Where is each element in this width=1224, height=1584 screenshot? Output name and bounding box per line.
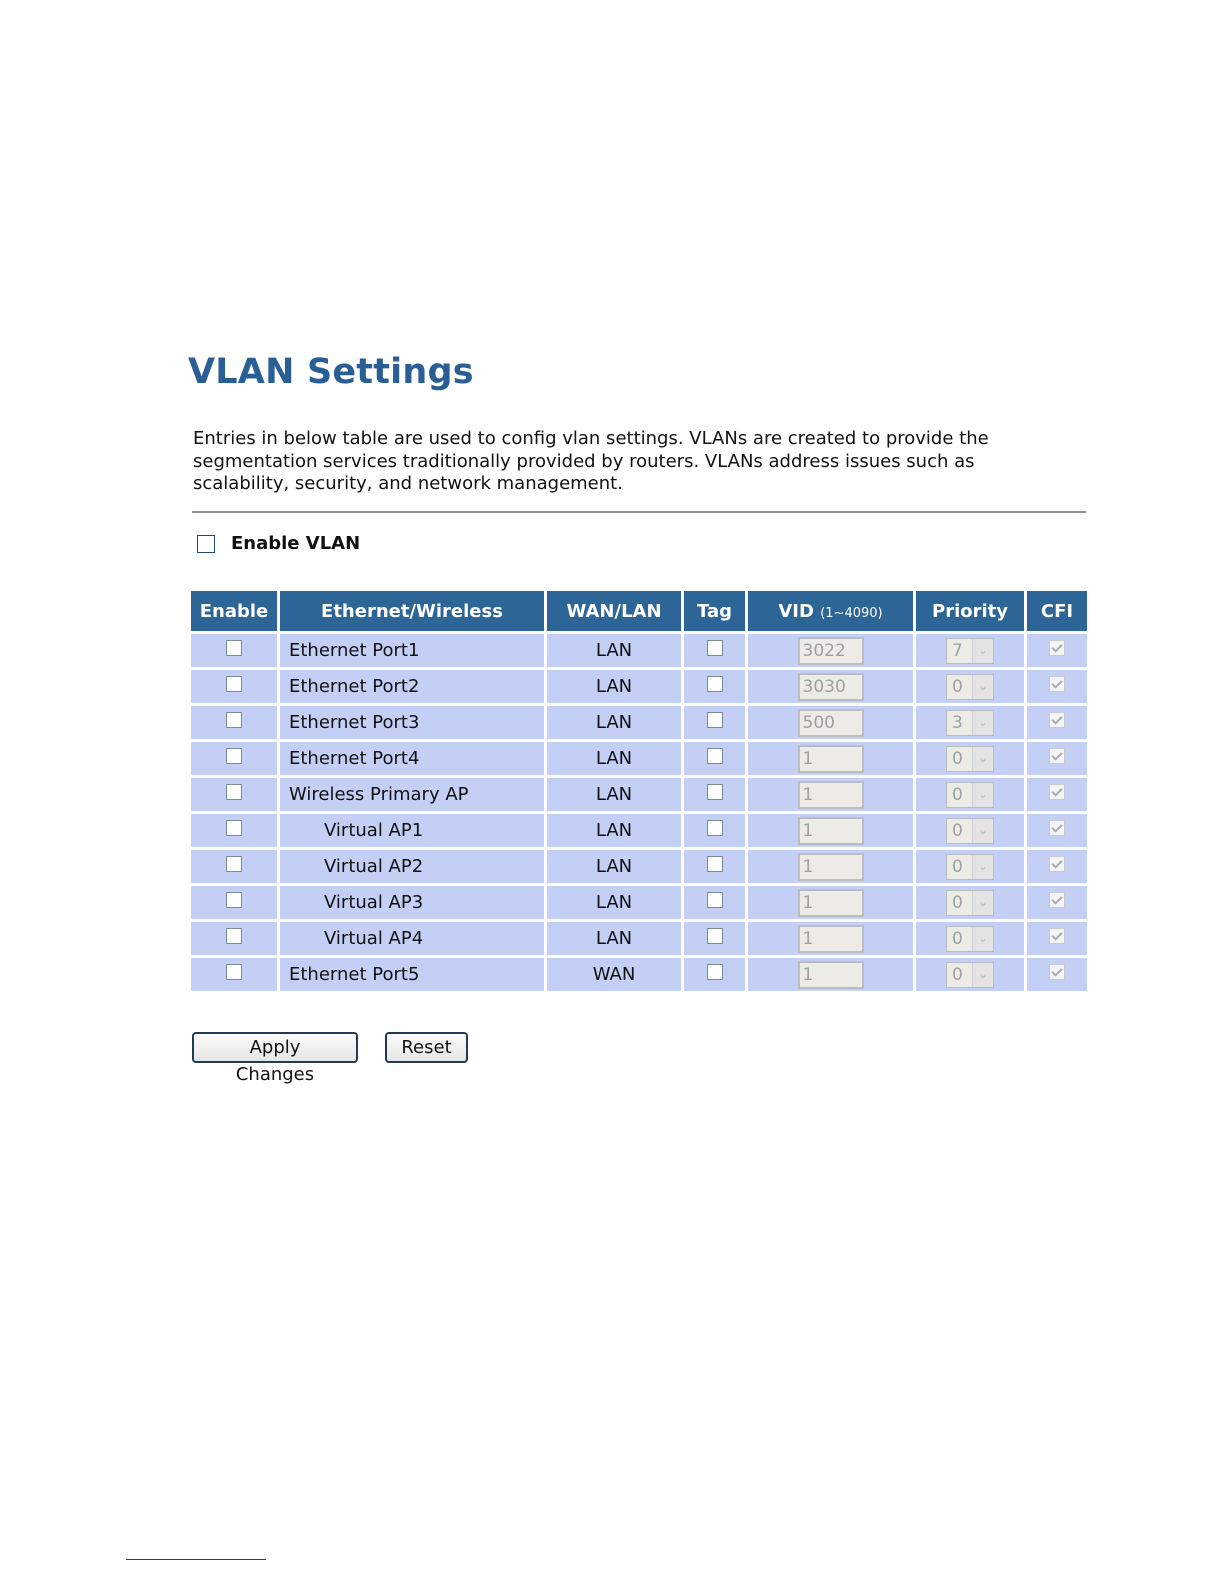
row-enable-checkbox[interactable] [226,964,242,980]
row-enable-cell [191,850,277,883]
row-vid-cell [748,814,913,847]
row-cfi-checkbox[interactable] [1049,748,1065,764]
row-tag-checkbox[interactable] [707,676,723,692]
row-cfi-checkbox[interactable] [1049,820,1065,836]
row-vid-cell [748,670,913,703]
row-cfi-checkbox[interactable] [1049,964,1065,980]
header-enable: Enable [191,591,277,631]
row-enable-checkbox[interactable] [226,640,242,656]
header-tag: Tag [684,591,745,631]
row-tag-checkbox[interactable] [707,712,723,728]
row-priority-select[interactable] [946,782,994,808]
row-priority-select[interactable] [946,710,994,736]
row-priority-cell [916,814,1024,847]
chevron-down-icon: ⌄ [972,963,993,987]
row-enable-cell [191,778,277,811]
row-cfi-checkbox[interactable] [1049,892,1065,908]
table-header-row [191,591,1087,631]
row-priority-select[interactable] [946,854,994,880]
row-tag-checkbox[interactable] [707,892,723,908]
header-cfi: CFI [1027,591,1087,631]
row-priority-select[interactable] [946,818,994,844]
row-cfi-checkbox[interactable] [1049,928,1065,944]
table-row [191,634,1087,667]
row-vid-input[interactable]: 500 [798,709,864,737]
row-interface-name: Ethernet Port1 [280,634,544,667]
row-cfi-cell [1027,670,1087,703]
header-vid-range: (1~4090) [820,605,883,621]
row-vid-input[interactable]: 3022 [798,637,864,665]
row-tag-cell [684,670,745,703]
row-priority-value: 0 [952,748,963,769]
row-priority-value: 0 [952,784,963,805]
row-cfi-cell [1027,922,1087,955]
row-interface-name: Virtual AP2 [280,850,544,883]
row-priority-cell [916,706,1024,739]
row-priority-value: 0 [952,964,963,985]
row-tag-cell [684,778,745,811]
row-enable-cell [191,922,277,955]
row-cfi-checkbox[interactable] [1049,856,1065,872]
row-priority-value: 0 [952,928,963,949]
row-priority-select[interactable] [946,674,994,700]
row-priority-cell [916,922,1024,955]
row-tag-cell [684,958,745,991]
row-priority-cell [916,958,1024,991]
row-priority-select[interactable] [946,746,994,772]
row-interface-name: Wireless Primary AP [280,778,544,811]
table-row [191,850,1087,883]
header-wan-lan: WAN/LAN [547,591,681,631]
row-priority-cell [916,778,1024,811]
row-enable-checkbox[interactable] [226,712,242,728]
row-enable-checkbox[interactable] [226,856,242,872]
row-tag-cell [684,742,745,775]
row-cfi-checkbox[interactable] [1049,712,1065,728]
row-priority-value: 0 [952,820,963,841]
row-vid-input[interactable]: 1 [798,925,864,953]
row-enable-checkbox[interactable] [226,748,242,764]
row-interface-name: Ethernet Port5 [280,958,544,991]
row-tag-cell [684,634,745,667]
row-vid-cell [748,922,913,955]
row-cfi-checkbox[interactable] [1049,676,1065,692]
row-priority-value: 0 [952,856,963,877]
vlan-table [188,588,1090,994]
table-row [191,814,1087,847]
row-enable-checkbox[interactable] [226,928,242,944]
footer-rule [126,1559,266,1560]
chevron-down-icon: ⌄ [972,855,993,879]
row-tag-checkbox[interactable] [707,784,723,800]
chevron-down-icon: ⌄ [972,891,993,915]
row-enable-checkbox[interactable] [226,676,242,692]
row-vid-input[interactable]: 1 [798,961,864,989]
chevron-down-icon: ⌄ [972,747,993,771]
row-wan-lan: LAN [547,634,681,667]
row-cfi-cell [1027,634,1087,667]
enable-vlan-label: Enable VLAN [231,533,361,554]
row-enable-cell [191,706,277,739]
chevron-down-icon: ⌄ [972,711,993,735]
chevron-down-icon: ⌄ [972,639,993,663]
row-vid-input[interactable]: 1 [798,853,864,881]
enable-vlan-checkbox[interactable] [197,535,215,553]
row-vid-cell [748,706,913,739]
row-tag-checkbox[interactable] [707,964,723,980]
row-interface-name: Virtual AP4 [280,922,544,955]
row-wan-lan: LAN [547,706,681,739]
table-row [191,670,1087,703]
row-priority-select[interactable] [946,638,994,664]
row-cfi-cell [1027,886,1087,919]
row-tag-checkbox[interactable] [707,640,723,656]
reset-button[interactable]: Reset [385,1032,468,1063]
row-tag-cell [684,706,745,739]
row-enable-checkbox[interactable] [226,820,242,836]
row-vid-input[interactable]: 1 [798,781,864,809]
chevron-down-icon: ⌄ [972,927,993,951]
header-priority: Priority [916,591,1024,631]
header-vid-label: VID [778,600,814,622]
row-priority-cell [916,634,1024,667]
row-cfi-cell [1027,814,1087,847]
row-wan-lan: LAN [547,850,681,883]
row-cfi-cell [1027,742,1087,775]
row-priority-cell [916,850,1024,883]
header-vid [748,591,913,631]
row-vid-input[interactable]: 3030 [798,673,864,701]
row-tag-checkbox[interactable] [707,748,723,764]
row-cfi-checkbox[interactable] [1049,640,1065,656]
chevron-down-icon: ⌄ [972,783,993,807]
row-interface-name: Ethernet Port2 [280,670,544,703]
table-row [191,958,1087,991]
row-cfi-cell [1027,850,1087,883]
row-enable-cell [191,742,277,775]
row-enable-checkbox[interactable] [226,892,242,908]
row-tag-checkbox[interactable] [707,856,723,872]
row-interface-name: Virtual AP3 [280,886,544,919]
row-vid-input[interactable]: 1 [798,745,864,773]
row-wan-lan: LAN [547,922,681,955]
page-title: VLAN Settings [188,352,474,392]
row-enable-cell [191,958,277,991]
row-priority-value: 3 [952,712,963,733]
enable-vlan-row [197,533,360,554]
row-priority-cell [916,670,1024,703]
row-wan-lan: LAN [547,814,681,847]
row-priority-value: 0 [952,676,963,697]
row-vid-cell [748,886,913,919]
row-cfi-cell [1027,778,1087,811]
row-interface-name: Ethernet Port4 [280,742,544,775]
table-row [191,922,1087,955]
row-vid-cell [748,850,913,883]
table-row [191,778,1087,811]
row-vid-cell [748,742,913,775]
row-cfi-cell [1027,958,1087,991]
apply-changes-button[interactable]: Apply Changes [192,1032,358,1063]
row-priority-value: 7 [952,640,963,661]
row-priority-select[interactable] [946,890,994,916]
row-enable-cell [191,670,277,703]
row-cfi-cell [1027,706,1087,739]
row-tag-cell [684,850,745,883]
row-priority-select[interactable] [946,926,994,952]
table-row [191,886,1087,919]
row-priority-cell [916,742,1024,775]
row-wan-lan: LAN [547,778,681,811]
row-enable-cell [191,814,277,847]
row-cfi-checkbox[interactable] [1049,784,1065,800]
chevron-down-icon: ⌄ [972,819,993,843]
row-tag-cell [684,886,745,919]
table-row [191,706,1087,739]
row-wan-lan: LAN [547,670,681,703]
row-priority-select[interactable] [946,962,994,988]
row-wan-lan: LAN [547,742,681,775]
row-wan-lan: LAN [547,886,681,919]
row-interface-name: Virtual AP1 [280,814,544,847]
row-enable-checkbox[interactable] [226,784,242,800]
chevron-down-icon: ⌄ [972,675,993,699]
row-tag-checkbox[interactable] [707,820,723,836]
row-vid-input[interactable]: 1 [798,889,864,917]
table-row [191,742,1087,775]
row-interface-name: Ethernet Port3 [280,706,544,739]
divider [192,511,1086,513]
row-vid-cell [748,958,913,991]
row-tag-cell [684,922,745,955]
row-enable-cell [191,886,277,919]
row-vid-cell [748,634,913,667]
row-vid-input[interactable]: 1 [798,817,864,845]
header-interface: Ethernet/Wireless [280,591,544,631]
row-tag-checkbox[interactable] [707,928,723,944]
row-priority-cell [916,886,1024,919]
page-description: Entries in below table are used to config vlan settings. VLANs are created to provide the segmentation services traditionally provided by routers. VLANs address issues such as scalability, security, and network management. [193,428,989,494]
row-vid-cell [748,778,913,811]
row-tag-cell [684,814,745,847]
row-wan-lan: WAN [547,958,681,991]
row-enable-cell [191,634,277,667]
row-priority-value: 0 [952,892,963,913]
